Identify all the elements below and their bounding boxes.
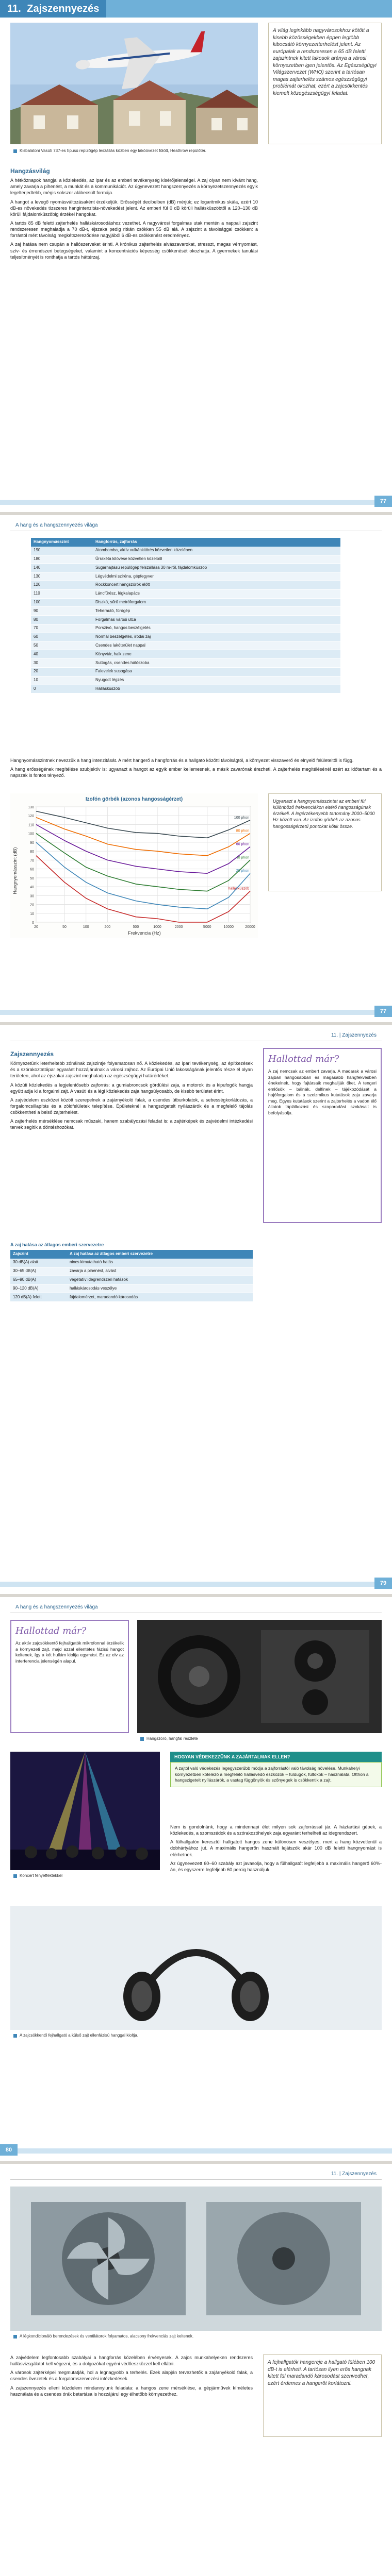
table-cell-level: 80 (31, 616, 93, 624)
did-you-know-title: Hallottad már? (15, 1625, 87, 1636)
chart-x-tick-label: 2000 (174, 925, 183, 929)
paragraph: A zajterhelés mérséklése nemcsak műszaki, hanem szabályozási feladat is: a zajtérképek és zajvédelmi intézkedési tervek segítik a döntéshozókat. (10, 1118, 253, 1130)
table-cell-level: 30–65 dB(A) (10, 1267, 67, 1276)
chart-x-tick-label: 200 (104, 925, 111, 929)
table-row (31, 598, 340, 607)
headphones-photo (10, 1906, 382, 2030)
fan-photo (10, 2187, 382, 2331)
chart-y-tick-label: 130 (28, 806, 34, 809)
table-row (31, 555, 340, 564)
caption-marker (140, 1737, 144, 1741)
page-table-chart (0, 515, 392, 1025)
table-cell-level: 30 dB(A) alatt (10, 1259, 67, 1267)
chart-y-tick-label: 60 (30, 868, 34, 872)
noise-effect-table (10, 1250, 253, 1302)
table-cell-level: 180 (31, 555, 93, 564)
table-row (31, 572, 340, 581)
intro-body (10, 163, 258, 263)
table-cell-description: Űrrakéta kilövése közvetlen közelből (93, 555, 340, 564)
chart-y-tick-label: 40 (30, 886, 34, 890)
table-row (31, 676, 340, 685)
chart-y-tick-label: 120 (28, 815, 34, 819)
sound-level-table-body (31, 547, 340, 693)
table-cell-description: Könyvtár, halk zene (93, 650, 340, 659)
paragraph: Az úgynevezett 60–60 szabály azt javasolja, hogy a fülhallgatót legfeljebb a maximális hangerő 60%-án, és egyszerre legfeljebb 60 percig használjuk. (170, 1860, 382, 1872)
table-cell-description: Rockkoncert hangszórók előtt (93, 581, 340, 589)
paragraph: A zajszennyezés elleni küzdelem mindannyiunk feladata: a hangos zene mérséklése, a gépjárművek kíméletes használata és a csendes órák betartása is hozzájárul egy élhetőbb környezethez. (10, 2385, 253, 2397)
chart-y-tick-label: 80 (30, 850, 34, 854)
sound-level-table-wrap (31, 538, 340, 693)
table-cell-description: Falevelek susogása (93, 667, 340, 676)
table-cell-level: 20 (31, 667, 93, 676)
isophone-chart-svg (10, 793, 258, 938)
table-cell-description: Nyugodt légzés (93, 676, 340, 685)
table-cell-description: Csendes lakóterület nappal (93, 641, 340, 650)
chapter-title-tab (0, 0, 106, 18)
page-number: 79 (374, 1578, 392, 1589)
speaker-photo-caption: Hangszóró, hangfal részlete (137, 1734, 382, 1744)
chart-series-label: hallásküszöb (228, 887, 249, 891)
chart-y-tick-label: 100 (28, 832, 34, 836)
sound-level-table (31, 538, 340, 693)
page-number: 77 (374, 496, 392, 507)
chart-series-label: 60 phon (236, 842, 249, 846)
table-row (31, 616, 340, 624)
table-cell-description: zavarja a pihenést, alvást (67, 1267, 253, 1276)
chart-y-tick-label: 70 (30, 859, 34, 863)
table-cell-level: 0 (31, 685, 93, 693)
protection-body (10, 2354, 253, 2400)
did-you-know-text: Az aktív zajcsökkentő fejhallgatók mikrofonnal érzékelik a környezeti zajt, majd azzal ellentétes fázisú hangot keltenek, így a két hullám kioltja egymást. Ez az elv az interferencia jelenségén alapul. (15, 1640, 124, 1664)
table-row (31, 667, 340, 676)
table-cell-description: nincs kimutatható hatás (67, 1259, 253, 1267)
footer-bar (0, 500, 392, 505)
chart-y-tick-label: 90 (30, 841, 34, 845)
table-cell-description: Diszkó, sűrű metróforgalom (93, 598, 340, 607)
table-row (31, 547, 340, 555)
paragraph: A hétköznapok hangjai a közlekedés, az ipar és az emberi tevékenység kísérőjelenségei. A zaj olyan nem kívánt hang, amely zavarja a pihenést, a munkát és a kommunikációt. Az úgynevezett hangszennyezés a környezetszennyezés egyik legelterjedtebb, mégis sokszor alábecsült formája. (10, 178, 258, 196)
page-number: 80 (0, 2144, 18, 2156)
airplane-photo (10, 23, 258, 144)
footer-bar (0, 2148, 392, 2154)
table-cell-description: Légvédelmi sziréna, gépfegyver (93, 572, 340, 581)
airplane-photo-caption: Kisbalatoni Vasúti 737-es típusú repülőgép leszállás közben egy lakóövezet fölött, Heathrow repülőtér. (10, 146, 258, 156)
table-cell-description: Forgalmas városi utca (93, 616, 340, 624)
noise-effect-table-body (10, 1259, 253, 1301)
paragraph: A tartós 85 dB feletti zajterhelés halláskárosodáshoz vezethet. A nagyvárosi forgalmas utak mentén a nappali zajszint rendszeresen meghaladja a 70 dB-t, éjszaka pedig ritkán csökken 55 dB alá. A zajszint a távolsággal csökken: a forrástól mért távolság megkétszereződése nagyjából 6 dB-es csökkenést eredményez. (10, 221, 258, 239)
speaker-photo (137, 1620, 382, 1733)
chart-y-tick-label: 110 (28, 823, 34, 827)
chart-series-label: 40 phon (236, 856, 249, 860)
chart-x-tick-label: 5000 (203, 925, 211, 929)
page-number: 77 (374, 1006, 392, 1017)
paragraph: A hang erősségének megítélése szubjektív is: ugyanazt a hangot az egyik ember kellemesnek, a másik zavarónak érezheti. A zajterhelés megítélésénél ezért az időtartam és a napszak is fontos tényező. (10, 767, 382, 778)
concert-photo (10, 1752, 160, 1870)
chart-series-label: 100 phon (234, 816, 249, 820)
chart-x-tick-label: 50 (62, 925, 67, 929)
paragraph: A zajvédelem legfontosabb szabályai a hangforrás közelében érvényesek. A zajos munkahelyeken rendszeres hallásvizsgálatot kell végezni, és a dolgozókat egyéni védőeszközzel kell ellátni. (10, 2355, 253, 2367)
footer-bar (0, 1582, 392, 1587)
caption-marker (13, 1874, 17, 1878)
table-cell-level: 50 (31, 641, 93, 650)
chapter-number: 11. (7, 3, 21, 14)
headphones-photo-caption: A zajcsökkentő fejhallgató a külső zajt ellenfázisú hanggal kioltja. (10, 2031, 382, 2041)
table-row (31, 659, 340, 668)
table-header: Hangforrás, zajforrás (93, 538, 340, 547)
table-cell-level: 30 (31, 659, 93, 668)
did-you-know-box (263, 1048, 382, 1223)
table-row (10, 1267, 253, 1276)
table-cell-description: halláskárosodás veszélye (67, 1284, 253, 1293)
concert-photo-caption: Koncert fényeffektekkel (10, 1871, 160, 1881)
table-cell-level: 90–120 dB(A) (10, 1284, 67, 1293)
chart-y-axis-label: Hangnyomásszint (dB) (12, 847, 18, 894)
table-cell-level: 110 (31, 589, 93, 598)
fan-photo-caption: A légkondicionáló berendezések és ventilátorok folyamatos, alacsony frekvenciás zajt keltenek. (10, 2332, 382, 2342)
table-cell-level: 120 (31, 581, 93, 589)
table-header: Hangnyomásszint (31, 538, 93, 547)
chart-x-tick-label: 20000 (245, 925, 255, 929)
paragraph: A hangot a levegő nyomásváltozásaként érzékeljük. Erősségét decibelben (dB) mérjük; ez logaritmikus skála, ezért 10 dB-es növekedés tízszeres hangintenzitás-növekedést jelent. Az emberi fül 0 dB körüli hallásküszöbtől a 120–130 dB körüli fájdalomküszöbig érzékel hangokat. (10, 199, 258, 217)
table-row (10, 1259, 253, 1267)
table-cell-level: 40 (31, 650, 93, 659)
table-cell-level: 65–90 dB(A) (10, 1276, 67, 1284)
table-cell-level: 140 (31, 564, 93, 572)
running-title: 11. | Zajszennyezés (326, 1030, 382, 1041)
table-title: A zaj hatása az átlagos emberi szervezetre (10, 1242, 104, 1247)
chart-x-tick-label: 100 (83, 925, 89, 929)
chart-y-tick-label: 10 (30, 912, 34, 916)
chart-y-tick-label: 30 (30, 894, 34, 899)
paragraph: A zajvédelem eszközei között szerepelnek a zajárnyékoló falak, a csendes útburkolatok, a sebességkorlátozás, a forgalomcsillapítás és a zöldfelületek telepítése. Épületeknél a hangszigetelt nyílászárók és a megfelelő tájolás csökkentheti a belső zajterhelést. (10, 1097, 253, 1115)
noise-body (10, 1046, 253, 1133)
table-header: Zajszint (10, 1250, 67, 1259)
running-title: 11. | Zajszennyezés (326, 2169, 382, 2179)
chart-series-label: 80 phon (236, 829, 249, 833)
chart-x-tick-label: 500 (133, 925, 139, 929)
chart-x-tick-label: 10000 (223, 925, 234, 929)
table-cell-description: Sugárhajtású repülőgép felszállása 30 m-ről, fájdalomküszöb (93, 564, 340, 572)
table-cell-description: fájdalomérzet, maradandó károsodás (67, 1293, 253, 1302)
protection-box-text: A zajtól való védekezés legegyszerűbb módja a zajforrástól való távolság növelése. Munkahelyi környezetben kötelező a megfelelő hallásvédő eszközök – füldugók, fültokok – használata. Otthon a hangszigetelt nyílászárók, a vastag függönyök és szőnyegek is csökkentik a zajt. (170, 1762, 382, 1787)
table-cell-description: Hallásküszöb (93, 685, 340, 693)
page-80 (0, 1597, 392, 2164)
table-cell-description: Suttogás, csendes hálószoba (93, 659, 340, 668)
table-row (10, 1293, 253, 1302)
chart-x-tick-label: 1000 (153, 925, 161, 929)
header-rule (10, 2179, 382, 2180)
table-row (31, 581, 340, 589)
table-row (31, 650, 340, 659)
footer-bar (0, 1010, 392, 1015)
paragraph: Környezetünk leterheltebb zónáinak zajszintje folyamatosan nő. A közlekedés, az ipari tevékenység, az építkezések és a szórakoztatóipar egyaránt hozzájárulnak a városi zajhoz. Az Európai Unió lakosságának jelentős része él olyan területen, ahol az éjszakai zajszint meghaladja az egészségügyi határértéket. (10, 1061, 253, 1079)
running-title: A hang és a hangszennyezés világa (10, 520, 103, 531)
did-you-know-text: A zaj nemcsak az embert zavarja. A madarak a városi zajban hangosabban és magasabb hangfekvésben énekelnek, hogy fajtársaik meghallják őket. A tengeri emlősök – bálnák, delfinek – tájékozódását a hajóforgalom és a szeizmikus kutatások zaja zavarja meg. Egyes kutatások szerint a zajterhelés a vadon élő állatok táplálkozási és szaporodási szokásait is befolyásolja. (268, 1069, 377, 1115)
running-title: A hang és a hangszennyezés világa (10, 1602, 103, 1613)
table-cell-level: 120 dB(A) felett (10, 1293, 67, 1302)
page-77-intro (0, 0, 392, 515)
chart-series-label: 20 phon (236, 869, 249, 873)
protection-box-title: HOGYAN VÉDEKEZZÜNK A ZAJÁRTALMAK ELLEN? (170, 1752, 382, 1762)
chart-plot-area (36, 807, 250, 922)
table-cell-description: Teherautó, fúrógép (93, 607, 340, 616)
table-text (10, 757, 382, 781)
table-row (31, 685, 340, 693)
caption-marker (13, 149, 17, 153)
table-row (31, 607, 340, 616)
table-cell-description: Láncfűrész, légkalapács (93, 589, 340, 598)
caption-marker (13, 2034, 17, 2038)
table-cell-level: 70 (31, 624, 93, 633)
chart-x-tick-label: 20 (34, 925, 38, 929)
table-row (31, 641, 340, 650)
table-cell-level: 100 (31, 598, 93, 607)
headphone-body (170, 1824, 382, 1875)
table-row (10, 1284, 253, 1293)
table-cell-level: 190 (31, 547, 93, 555)
table-row (31, 624, 340, 633)
section-title: Hangzásvilág (10, 167, 50, 175)
table-row (10, 1276, 253, 1284)
table-row (31, 633, 340, 641)
section-title: Zajszennyezés (10, 1050, 54, 1058)
chapter-header (0, 0, 392, 18)
table-cell-level: 60 (31, 633, 93, 641)
table-row (31, 589, 340, 598)
caption-marker (13, 2335, 17, 2338)
paragraph: A városok zajtérképei megmutatják, hol a legnagyobb a terhelés. Ezek alapján tervezhetők a zajárnyékoló falak, a csendes övezetek és a forgalomszervezési intézkedések. (10, 2370, 253, 2382)
chapter-title: Zajszennyezés (27, 3, 100, 14)
protection-box (170, 1752, 382, 1787)
table-cell-level: 90 (31, 607, 93, 616)
chart-title: Izofón görbék (azonos hangosságérzet) (85, 796, 183, 802)
table-header: A zaj hatása az átlagos emberi szervezetre (67, 1250, 253, 1259)
chart-side-note: Ugyanazt a hangnyomásszintet az emberi fül különböző frekvenciákon eltérő hangosságúnak érzékeli. A legérzékenyebb tartomány 2000–5000 Hz között van. Az izofón görbék az azonos hangosságérzetű pontokat kötik össze. (268, 793, 382, 891)
chart-x-axis-label: Frekvencia (Hz) (128, 930, 161, 936)
paragraph: Hangnyomásszintnek nevezzük a hang intenzitását. A mért hangerő a hangforrás és a hallgató közötti távolságtól, a környezet visszaverő és elnyelő felületeitől is függ. (10, 758, 354, 763)
headphone-side-note: A fejhallgatók hangereje a hallgató fülében 100 dB-t is elérheti. A tartósan ilyen erős hangnak kitett fül maradandó károsodást szenvedhet, ezért érdemes a hangerőt korlátozni. (263, 2354, 382, 2437)
isophone-chart (10, 793, 258, 938)
chart-y-tick-label: 0 (32, 921, 34, 925)
paragraph: A fülhallgatón keresztül hallgatott hangos zene különösen veszélyes, mert a hang közvetlenül a dobhártyához jut. A maximális hangerőn használt lejátszók akár 100 dB feletti hangnyomást is elérhetnek. (170, 1839, 382, 1857)
chart-y-tick-label: 20 (30, 903, 34, 907)
table-cell-description: Porszívó, hangos beszélgetés (93, 624, 340, 633)
table-cell-level: 130 (31, 572, 93, 581)
table-cell-description: vegetatív idegrendszeri hatások (67, 1276, 253, 1284)
paragraph: A közúti közlekedés a legjelentősebb zajforrás: a gumiabroncsok gördülési zaja, a motorok és a kipufogók hangja együtt adja ki a forgalmi zajt. A vasúti és a légi közlekedés zaja hangsúlyosabb, de kisebb területet érint. (10, 1082, 253, 1094)
chart-y-tick-label: 50 (30, 876, 34, 880)
paragraph: Nem is gondolnánk, hogy a mindennapi élet milyen sok zajforrással jár. A háztartási gépek, a közlekedés, a szomszédok és a szórakozóhelyek zaja egyaránt terhelheti az idegrendszert. (170, 1824, 382, 1836)
table-cell-description: Atombomba, aktív vulkánkitörés közvetlen közelében (93, 547, 340, 555)
noise-effect-table-wrap (10, 1242, 253, 1302)
table-cell-description: Normál beszélgetés, irodai zaj (93, 633, 340, 641)
table-row (31, 564, 340, 572)
did-you-know-box (10, 1620, 129, 1733)
table-cell-level: 10 (31, 676, 93, 685)
paragraph: A zaj hatása nem csupán a hallószerveket érinti. A krónikus zajterhelés alvászavarokat, stresszt, magas vérnyomást, szív- és érrendszeri betegségeket, valamint a koncentrációs képesség csökkenését okozhatja. A gyermekek tanulási teljesítményét is ronthatja a tartós háttérzaj. (10, 242, 258, 260)
page-81 (0, 2164, 392, 2576)
page-79 (0, 1025, 392, 1597)
did-you-know-title: Hallottad már? (268, 1054, 339, 1064)
intro-side-note: A világ leginkább nagyvárosokhoz kötött a kisebb közösségekben éppen legtöbb kibocsátó környezetterhelést jelent. Az európaiak a rendszeresen a 65 dB feletti zajszintnek kitett lakosok aránya a városi környezetben igen jelentős. Az Egészségügyi Világszervezet (WHO) szerint a tartósan magas zajterhelés számos egészségügyi problémát okozhat, ezért a zajcsökkentés kiemelt közegészségügyi feladat. (268, 23, 382, 144)
